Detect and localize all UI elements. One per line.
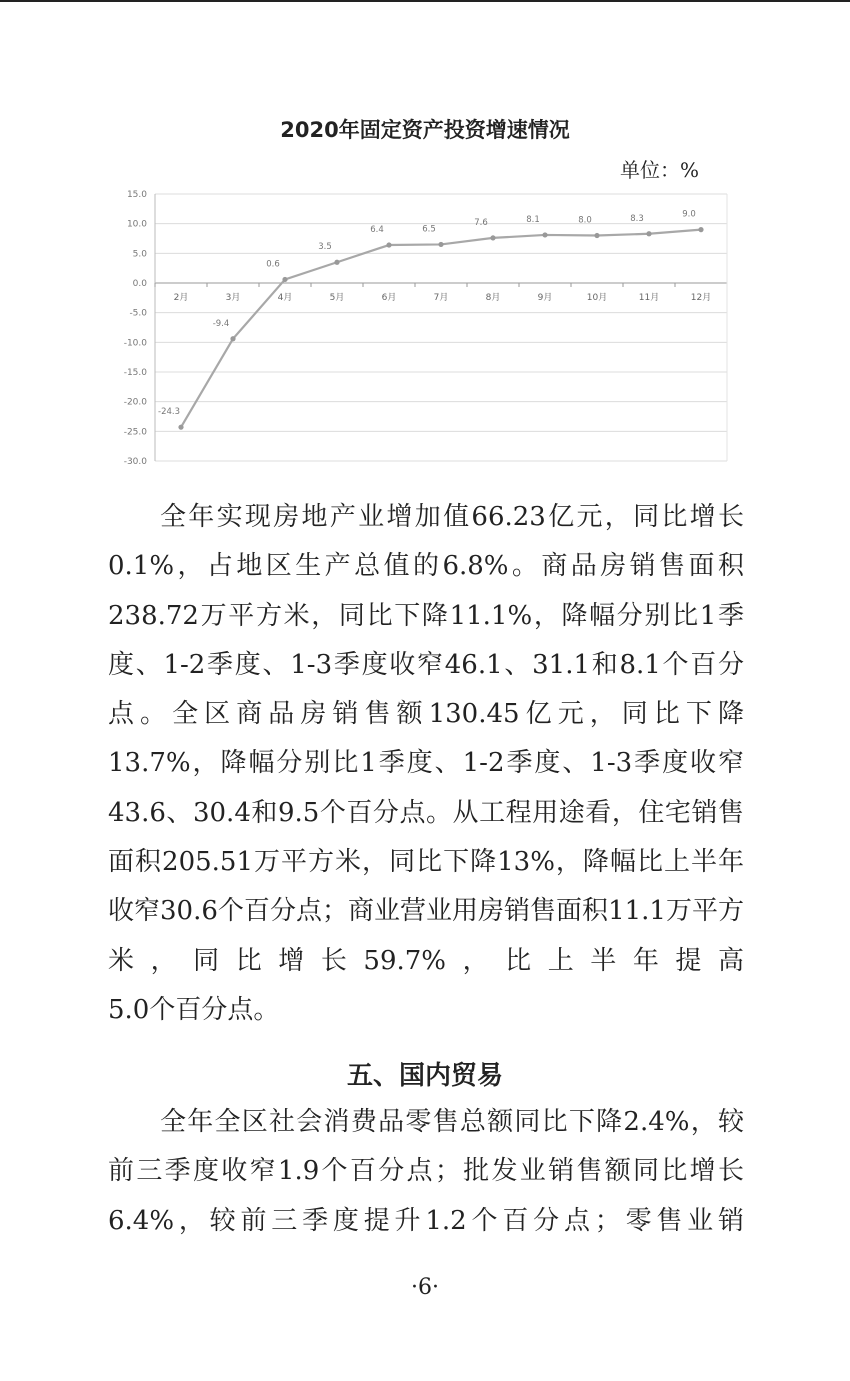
data-label: 7.6 bbox=[474, 217, 488, 228]
data-point bbox=[698, 227, 703, 232]
data-label: 6.5 bbox=[422, 224, 436, 235]
data-label: 3.5 bbox=[318, 242, 332, 253]
data-point bbox=[230, 336, 235, 341]
x-category-label: 2月 bbox=[173, 293, 189, 303]
data-label: 8.1 bbox=[526, 214, 540, 225]
x-axis-categories bbox=[155, 283, 711, 303]
data-point bbox=[334, 260, 339, 265]
series-polyline bbox=[181, 230, 701, 428]
paragraph-real-estate-text: 全年实现房地产业增加值66.23亿元，同比增长0.1%，占地区生产总值的6.8%。商品房销售面积238.72万平方米，同比下降11.1%，降幅分别比1季度、1-2季度、1-3季度收窄46.1、31.1和8.1个百分点。全区商品房销售额130.45亿元，同比下降13.7%，降幅分别比1季度、1-2季度、1-3季度收窄43.6、30.4和9.5个百分点。从工程用途看，住宅销售面积205.51万平方米，同比下降13%，降幅比上半年收窄30.6个百分点；商业营业用房销售面积11.1万平方米，同比增长59.7%，比上半年提高 bbox=[108, 502, 744, 976]
y-axis-ticks bbox=[124, 190, 148, 467]
section-heading: 五、国内贸易 bbox=[346, 1061, 503, 1091]
y-tick-label: 0.0 bbox=[132, 279, 147, 289]
x-category-label: 5月 bbox=[329, 293, 345, 303]
line-chart bbox=[105, 180, 735, 475]
y-tick-label: -15.0 bbox=[123, 368, 147, 378]
data-point bbox=[542, 232, 547, 237]
y-tick-label: 15.0 bbox=[126, 190, 147, 200]
paragraph-real-estate-last-text: 5.0个百分点。 bbox=[108, 995, 280, 1025]
data-label: 0.6 bbox=[266, 259, 280, 270]
y-tick-label: 5.0 bbox=[132, 249, 147, 260]
value-labels bbox=[158, 210, 696, 418]
data-label: 8.3 bbox=[630, 213, 644, 224]
y-tick-label: -25.0 bbox=[123, 427, 147, 438]
data-label: 9.0 bbox=[682, 209, 696, 220]
chart-title: 2020年固定资产投资增速情况 bbox=[280, 118, 570, 142]
data-point bbox=[490, 235, 495, 240]
x-category-label: 10月 bbox=[586, 293, 608, 303]
data-point bbox=[646, 231, 651, 236]
y-tick-label: -10.0 bbox=[123, 338, 147, 349]
x-category-label: 3月 bbox=[225, 293, 241, 303]
y-tick-label: -20.0 bbox=[123, 397, 147, 408]
x-category-label: 11月 bbox=[638, 293, 660, 303]
top-rule bbox=[0, 0, 850, 2]
y-tick-label: 10.0 bbox=[126, 219, 147, 230]
x-category-label: 8月 bbox=[485, 293, 501, 303]
x-category-label: 7月 bbox=[433, 293, 449, 303]
paragraph-real-estate bbox=[108, 493, 744, 986]
data-label: 8.0 bbox=[578, 215, 592, 226]
page-number: ·6· bbox=[411, 1275, 439, 1300]
data-point bbox=[438, 242, 443, 247]
y-tick-label: -30.0 bbox=[123, 457, 147, 467]
series-points bbox=[178, 227, 703, 430]
data-point bbox=[282, 277, 287, 282]
x-category-label: 4月 bbox=[277, 293, 293, 303]
data-point bbox=[386, 242, 391, 247]
paragraph-trade-text: 全年全区社会消费品零售总额同比下降2.4%，较前三季度收窄1.9个百分点；批发业销售额同比增长6.4%，较前三季度提升1.2个百分点；零售业销 bbox=[108, 1107, 744, 1236]
unit-label: 单位：% bbox=[620, 158, 700, 182]
data-label: 6.4 bbox=[370, 225, 384, 236]
y-tick-label: -5.0 bbox=[129, 308, 147, 319]
paragraph-trade bbox=[108, 1098, 744, 1246]
data-label: -24.3 bbox=[158, 407, 180, 418]
paragraph-real-estate-last bbox=[108, 986, 744, 1035]
x-category-label: 6月 bbox=[381, 293, 397, 303]
x-category-label: 12月 bbox=[690, 293, 712, 303]
data-point bbox=[178, 425, 183, 430]
series-line bbox=[181, 230, 701, 428]
data-label: -9.4 bbox=[212, 318, 230, 329]
data-point bbox=[594, 233, 599, 238]
x-category-label: 9月 bbox=[537, 293, 553, 303]
